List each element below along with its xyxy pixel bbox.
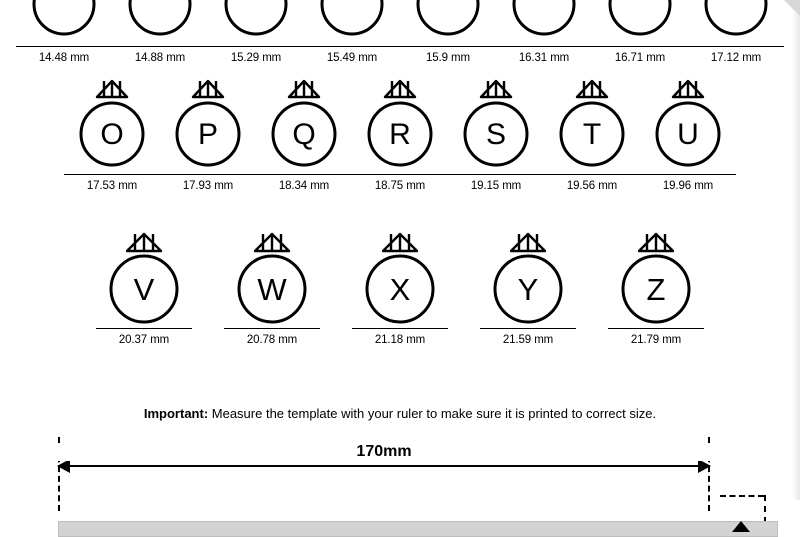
- ring-size-label: 16.71 mm: [592, 46, 688, 64]
- ring-icon: [480, 222, 576, 326]
- ring-size-label: 19.56 mm: [544, 174, 640, 192]
- ring-size-label: 16.31 mm: [496, 46, 592, 64]
- measure-length-label: 170mm: [58, 443, 710, 461]
- svg-text:R: R: [389, 118, 411, 151]
- ring-icon: [640, 68, 736, 172]
- ring-icon: [352, 222, 448, 326]
- ring-icon: [112, 0, 208, 44]
- svg-text:V: V: [133, 272, 155, 307]
- ring-row-clipped: [0, 0, 800, 64]
- ring-cell-o: [64, 68, 160, 192]
- ring-cell: [208, 0, 304, 64]
- svg-text:Q: Q: [292, 118, 316, 151]
- ruler-bar: [58, 521, 778, 537]
- measurement-guide: [20, 437, 780, 495]
- svg-text:X: X: [389, 272, 411, 307]
- ruler-pointer-icon: [732, 521, 750, 532]
- ring-icon: [448, 68, 544, 172]
- important-label: Important:: [143, 406, 209, 421]
- ring-icon: [608, 222, 704, 326]
- svg-text:Y: Y: [517, 272, 539, 307]
- ring-size-label: 15.49 mm: [304, 46, 400, 64]
- ring-size-label: 17.12 mm: [688, 46, 784, 64]
- ring-size-label: 19.96 mm: [640, 174, 736, 192]
- ring-size-label: 14.88 mm: [112, 46, 208, 64]
- ring-cell-t: [544, 68, 640, 192]
- ring-cell: [304, 0, 400, 64]
- ring-size-label: 17.53 mm: [64, 174, 160, 192]
- svg-text:Z: Z: [646, 272, 666, 307]
- ring-cell-x: [336, 222, 464, 346]
- ring-cell: [16, 0, 112, 64]
- ring-cell-p: [160, 68, 256, 192]
- ring-icon: [352, 68, 448, 172]
- ring-cell-y: [464, 222, 592, 346]
- svg-text:S: S: [485, 118, 507, 151]
- ring-size-label: 20.78 mm: [224, 328, 320, 346]
- svg-text:U: U: [677, 118, 699, 151]
- ring-size-label: 14.48 mm: [16, 46, 112, 64]
- important-text: Measure the template with your ruler to make sure it is printed to correct size.: [208, 406, 657, 421]
- ring-cell-q: [256, 68, 352, 192]
- ring-icon: [496, 0, 592, 44]
- ring-size-label: 15.29 mm: [208, 46, 304, 64]
- ring-size-label: 21.59 mm: [480, 328, 576, 346]
- ring-icon: [96, 222, 192, 326]
- ring-icon: [224, 222, 320, 326]
- ring-icon: [256, 68, 352, 172]
- ring-icon: [400, 0, 496, 44]
- ring-cell-u: [640, 68, 736, 192]
- ring-size-label: 18.75 mm: [352, 174, 448, 192]
- ruler-guide-dash-vertical: [764, 495, 766, 523]
- ring-cell: [592, 0, 688, 64]
- ring-size-label: 17.93 mm: [160, 174, 256, 192]
- ring-icon: [160, 68, 256, 172]
- ring-cell-w: [208, 222, 336, 346]
- ring-cell-z: [592, 222, 720, 346]
- ring-cell: [688, 0, 784, 64]
- svg-text:W: W: [257, 272, 287, 307]
- ring-size-label: 20.37 mm: [96, 328, 192, 346]
- page-edge-shadow: [792, 0, 800, 500]
- ring-cell: [400, 0, 496, 64]
- arrow-right-icon: [698, 459, 711, 473]
- measure-arrow: [58, 443, 710, 467]
- ring-icon: [208, 0, 304, 44]
- svg-text:O: O: [100, 118, 124, 151]
- ring-icon: [64, 68, 160, 172]
- ring-icon: [592, 0, 688, 44]
- page-corner-fold: [784, 0, 800, 16]
- ring-size-label: 15.9 mm: [400, 46, 496, 64]
- ring-size-label: 21.79 mm: [608, 328, 704, 346]
- ring-cell: [496, 0, 592, 64]
- arrow-left-icon: [57, 459, 70, 473]
- ring-size-label: 19.15 mm: [448, 174, 544, 192]
- ring-size-label: 18.34 mm: [256, 174, 352, 192]
- ring-cell: [112, 0, 208, 64]
- ruler-guide-dash: [720, 495, 764, 497]
- ring-cell-s: [448, 68, 544, 192]
- ring-icon: [304, 0, 400, 44]
- ring-row-o-u: [0, 68, 800, 192]
- ring-row-v-z: [0, 222, 800, 346]
- ring-icon: [688, 0, 784, 44]
- print-calibration-block: [20, 406, 780, 495]
- ring-size-label: 21.18 mm: [352, 328, 448, 346]
- ring-cell-v: [80, 222, 208, 346]
- ring-icon: [544, 68, 640, 172]
- ring-icon: [16, 0, 112, 44]
- ring-cell-r: [352, 68, 448, 192]
- svg-text:T: T: [582, 118, 602, 151]
- important-note: [20, 406, 780, 421]
- svg-text:P: P: [197, 118, 219, 151]
